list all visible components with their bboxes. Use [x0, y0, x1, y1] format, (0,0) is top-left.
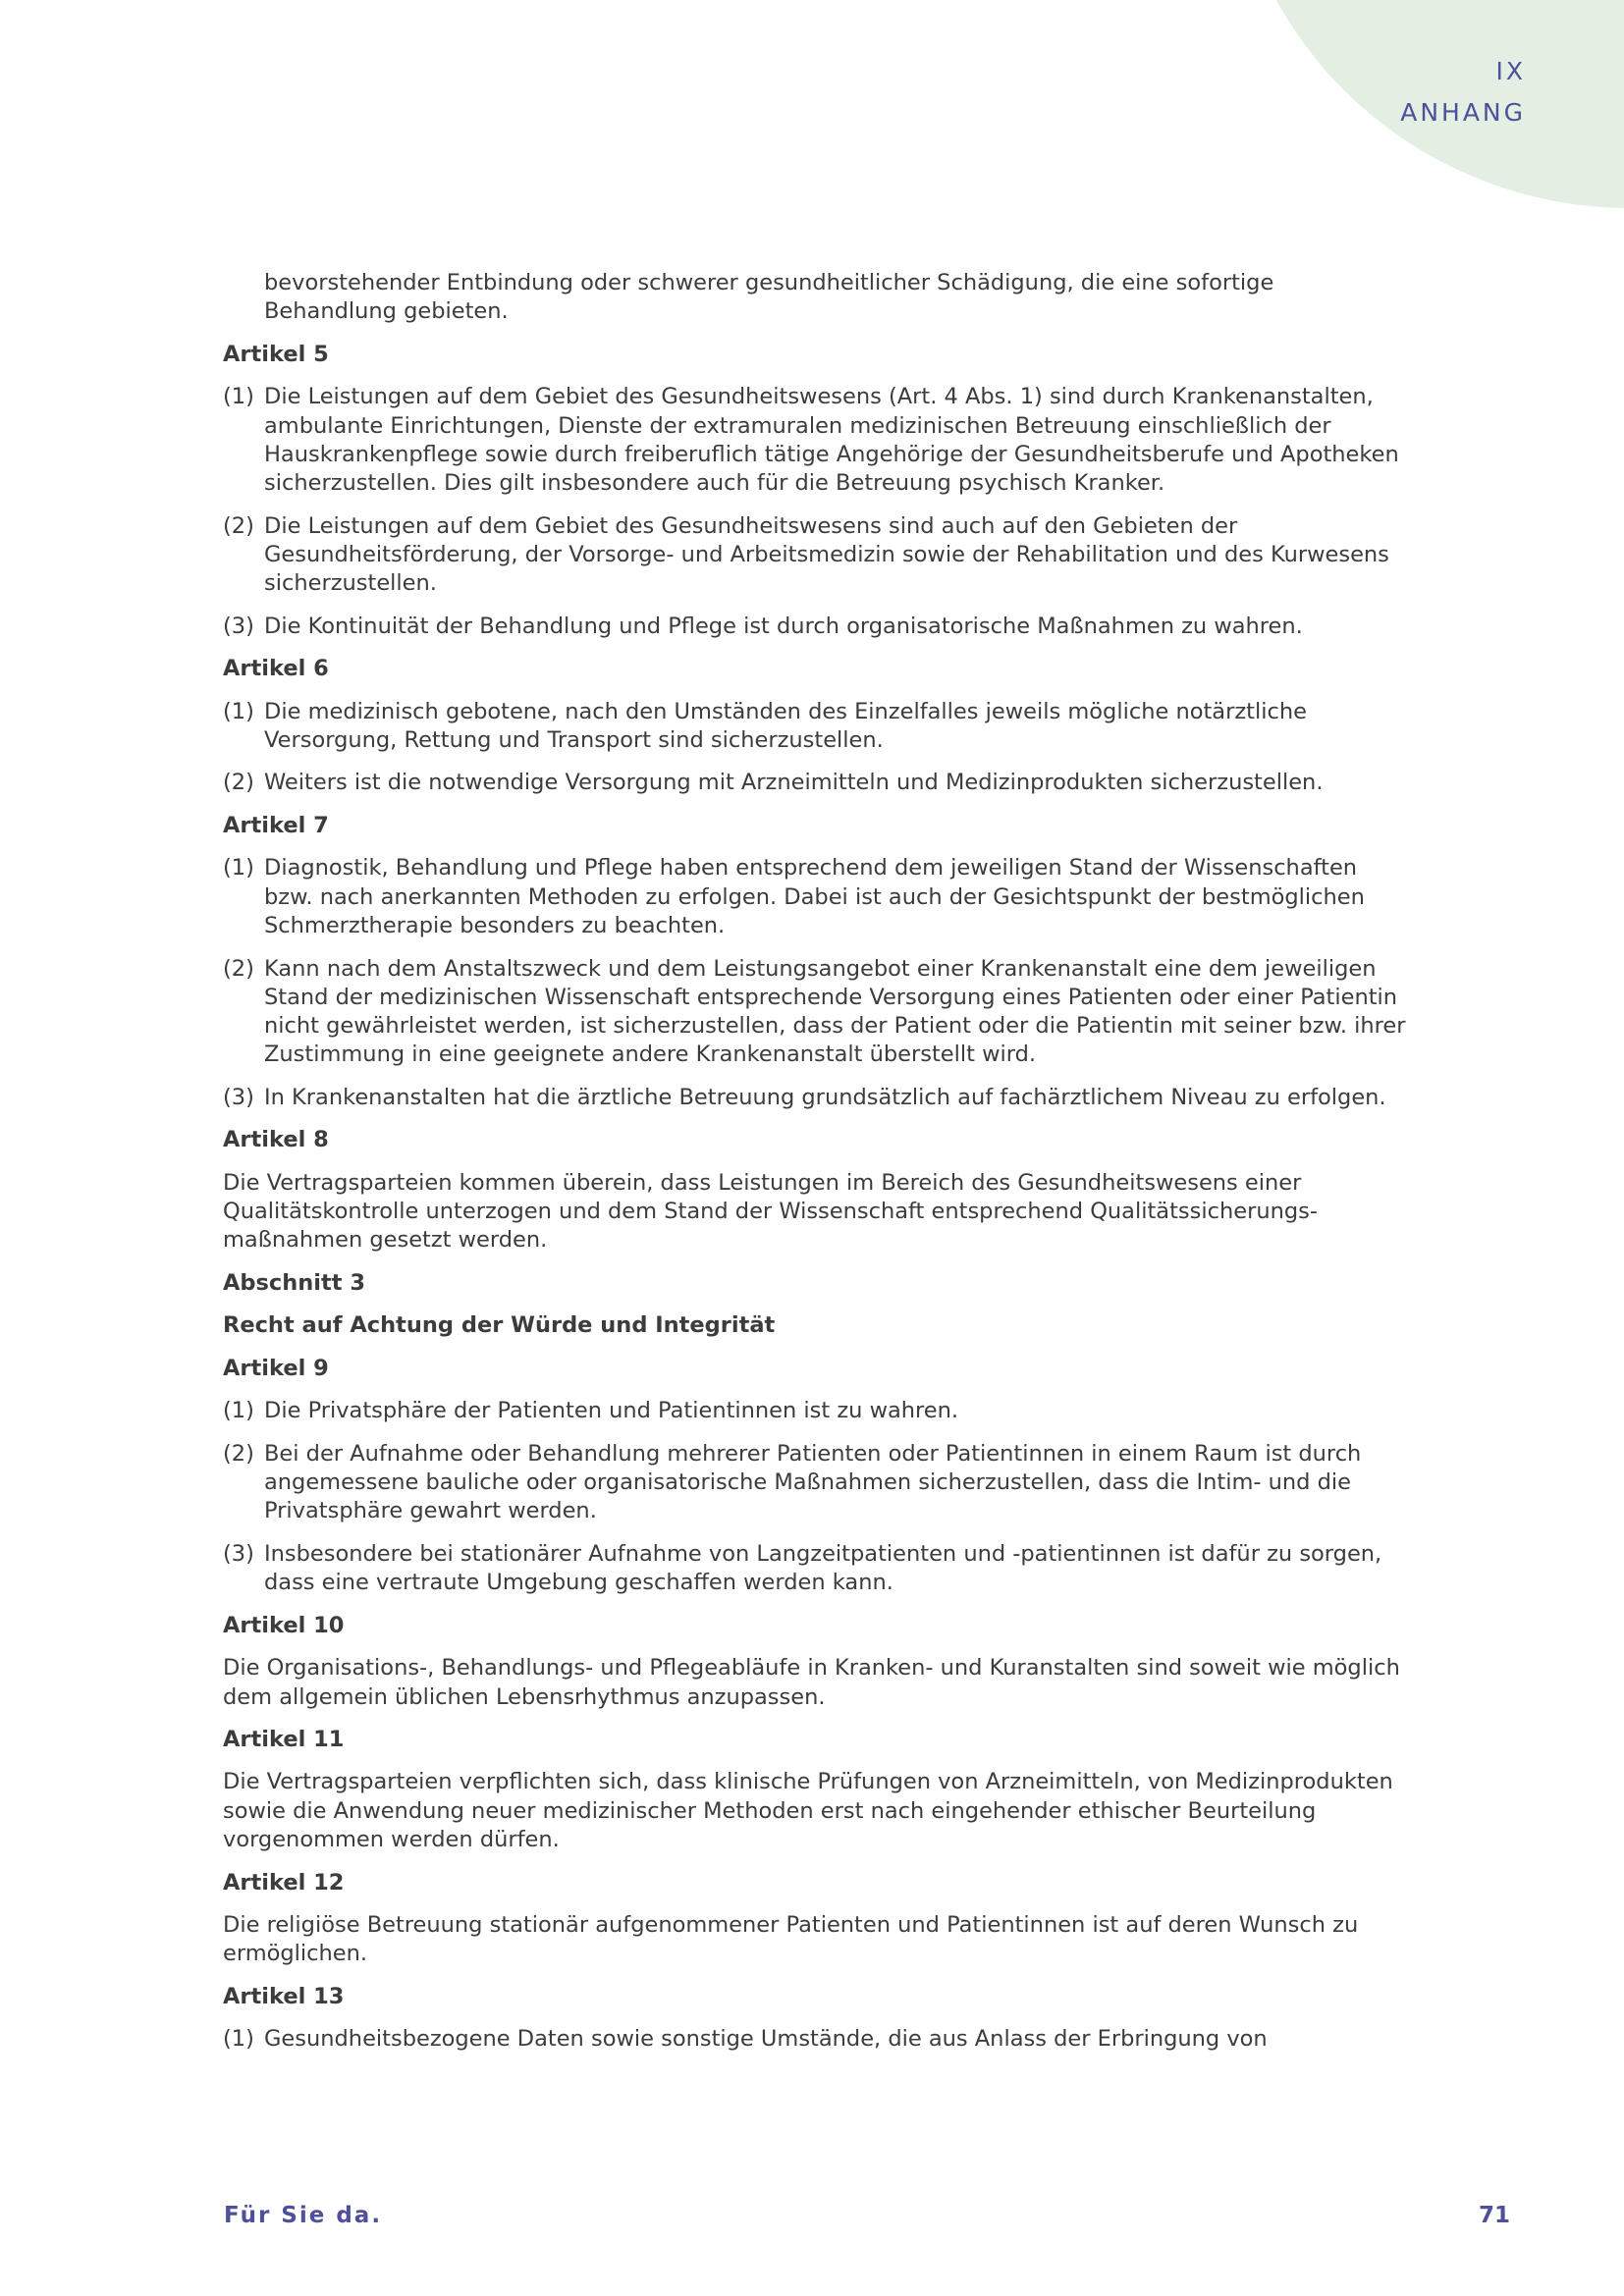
article-9-paragraph-2 [223, 1440, 1411, 1526]
article-8-heading: Artikel 8 [223, 1127, 329, 1153]
article-9-heading: Artikel 9 [223, 1355, 329, 1381]
paragraph-number: (3) [223, 613, 254, 639]
footer-slogan: Für Sie da. [224, 2203, 383, 2228]
paragraph-text: Die Leistungen auf dem Gebiet des Gesundheitswesens (Art. 4 Abs. 1) sind durch Krankenanstalten, ambulante Einrichtungen, Dienste der extramuralen medizinischen Betreuung einschließlich der Hauskrankenpflege sowie durch freiberuflich tätige Angehörige der Gesundheitsberufe und Apotheken sicherzustellen. Dies gilt insbesondere auch für die Betreuung psychisch Kranker. [264, 384, 1399, 497]
article-6-paragraph-1 [223, 698, 1411, 756]
article-5-heading: Artikel 5 [223, 341, 329, 367]
article-11-text: Die Vertragsparteien verpflichten sich, dass klinische Prüfungen von Arzneimitteln, von Medizinprodukten sowie die Anwendung neuer medizinischer Methoden erst nach eingehender ethischer Beurteilung vorgenommen werden dürfen. [223, 1769, 1393, 1853]
chapter-number: IX [1495, 57, 1526, 85]
paragraph-text: In Krankenanstalten hat die ärztliche Betreuung grundsätzlich auf fachärztlichem Niveau zu erfolgen. [264, 1084, 1386, 1110]
paragraph-number: (3) [223, 1540, 254, 1567]
article-7-paragraph-3 [223, 1084, 1411, 1112]
paragraph-text: Insbesondere bei stationärer Aufnahme von Langzeitpatienten und -patientinnen ist dafür zu sorgen, dass eine vertraute Umgebung geschaffen werden kann. [264, 1540, 1382, 1596]
paragraph-text: Die Kontinuität der Behandlung und Pflege ist durch organisatorische Maßnahmen zu wahren. [264, 613, 1303, 639]
article-9-paragraph-3 [223, 1540, 1411, 1598]
article-13-paragraph-1 [223, 2025, 1411, 2054]
article-10-heading: Artikel 10 [223, 1612, 345, 1638]
article-9-paragraph-1 [223, 1397, 1411, 1425]
paragraph-number: (1) [223, 855, 254, 881]
article-8-text: Die Vertragsparteien kommen überein, dass Leistungen im Bereich des Gesundheitswesens einer Qualitätskontrolle unterzogen und dem Stand der Wissenschaft entsprechend Qualitätssicherungs-maßnahmen gesetzt werden. [223, 1169, 1318, 1254]
paragraph-text: Gesundheitsbezogene Daten sowie sonstige Umstände, die aus Anlass der Erbringung von [264, 2026, 1268, 2053]
article-11-heading: Artikel 11 [223, 1727, 345, 1752]
paragraph-number: (2) [223, 770, 254, 796]
paragraph-number: (1) [223, 1398, 254, 1424]
article-5-paragraph-3 [223, 613, 1411, 641]
paragraph-number: (3) [223, 1084, 254, 1110]
article-12-heading: Artikel 12 [223, 1869, 345, 1896]
article-6-paragraph-2 [223, 769, 1411, 797]
paragraph-number: (2) [223, 955, 254, 982]
paragraph-text: Weiters ist die notwendige Versorgung mit Arzneimitteln und Medizinprodukten sicherzustellen. [264, 770, 1324, 796]
section-3-heading: Abschnitt 3 [223, 1269, 365, 1296]
chapter-title: ANHANG [1400, 98, 1526, 127]
paragraph-number: (1) [223, 698, 254, 724]
paragraph-number: (1) [223, 384, 254, 410]
page-number: 71 [1478, 2203, 1510, 2228]
document-body [223, 269, 1411, 2068]
paragraph-number: (2) [223, 512, 254, 539]
paragraph-text: Kann nach dem Anstaltszweck und dem Leistungsangebot einer Krankenanstalt eine dem jeweiligen Stand der medizinischen Wissenschaft entsprechende Versorgung eines Patienten oder einer Patientin nicht gewährleistet werden, ist sicherzustellen, dass der Patient oder die Patientin mit seiner bzw. ihrer Zustimmung in eine geeignete andere Krankenanstalt überstellt wird. [264, 955, 1406, 1068]
paragraph-text: Bei der Aufnahme oder Behandlung mehrerer Patienten oder Patientinnen in einem Raum ist durch angemessene bauliche oder organisatorische Maßnahmen sicherzustellen, dass die Intim- und die Privatsphäre gewahrt werden. [264, 1440, 1362, 1524]
article-5-paragraph-2 [223, 512, 1411, 599]
paragraph-number: (2) [223, 1440, 254, 1467]
article-7-paragraph-1 [223, 854, 1411, 940]
article-5-paragraph-1 [223, 383, 1411, 498]
section-3-title: Recht auf Achtung der Würde und Integrität [223, 1312, 776, 1339]
article-7-paragraph-2 [223, 955, 1411, 1070]
article-7-heading: Artikel 7 [223, 812, 329, 838]
article-12-text: Die religiöse Betreuung stationär aufgenommener Patienten und Patientinnen ist auf deren Wunsch zu ermöglichen. [223, 1912, 1359, 1967]
paragraph-text: Die medizinisch gebotene, nach den Umständen des Einzelfalles jeweils mögliche notärztliche Versorgung, Rettung und Transport sind sicherzustellen. [264, 698, 1307, 753]
paragraph-text: Diagnostik, Behandlung und Pflege haben entsprechend dem jeweiligen Stand der Wissenschaften bzw. nach anerkannten Methoden zu erfolgen. Dabei ist auch der Gesichtspunkt der bestmöglichen Schmerztherapie besonders zu beachten. [264, 855, 1365, 939]
intro-continuation: bevorstehender Entbindung oder schwerer gesundheitlicher Schädigung, die eine sofortige Behandlung gebieten. [264, 270, 1274, 325]
article-13-heading: Artikel 13 [223, 1983, 345, 2009]
article-6-heading: Artikel 6 [223, 656, 329, 682]
paragraph-text: Die Leistungen auf dem Gebiet des Gesundheitswesens sind auch auf den Gebieten der Gesundheitsförderung, der Vorsorge- und Arbeitsmedizin sowie der Rehabilitation und des Kurwesens sicherzustellen. [264, 512, 1389, 597]
paragraph-text: Die Privatsphäre der Patienten und Patientinnen ist zu wahren. [264, 1398, 959, 1424]
article-10-text: Die Organisations-, Behandlungs- und Pflegeabläufe in Kranken- und Kuranstalten sind soweit wie möglich dem allgemein üblichen Lebensrhythmus anzupassen. [223, 1655, 1400, 1710]
paragraph-number: (1) [223, 2026, 254, 2053]
